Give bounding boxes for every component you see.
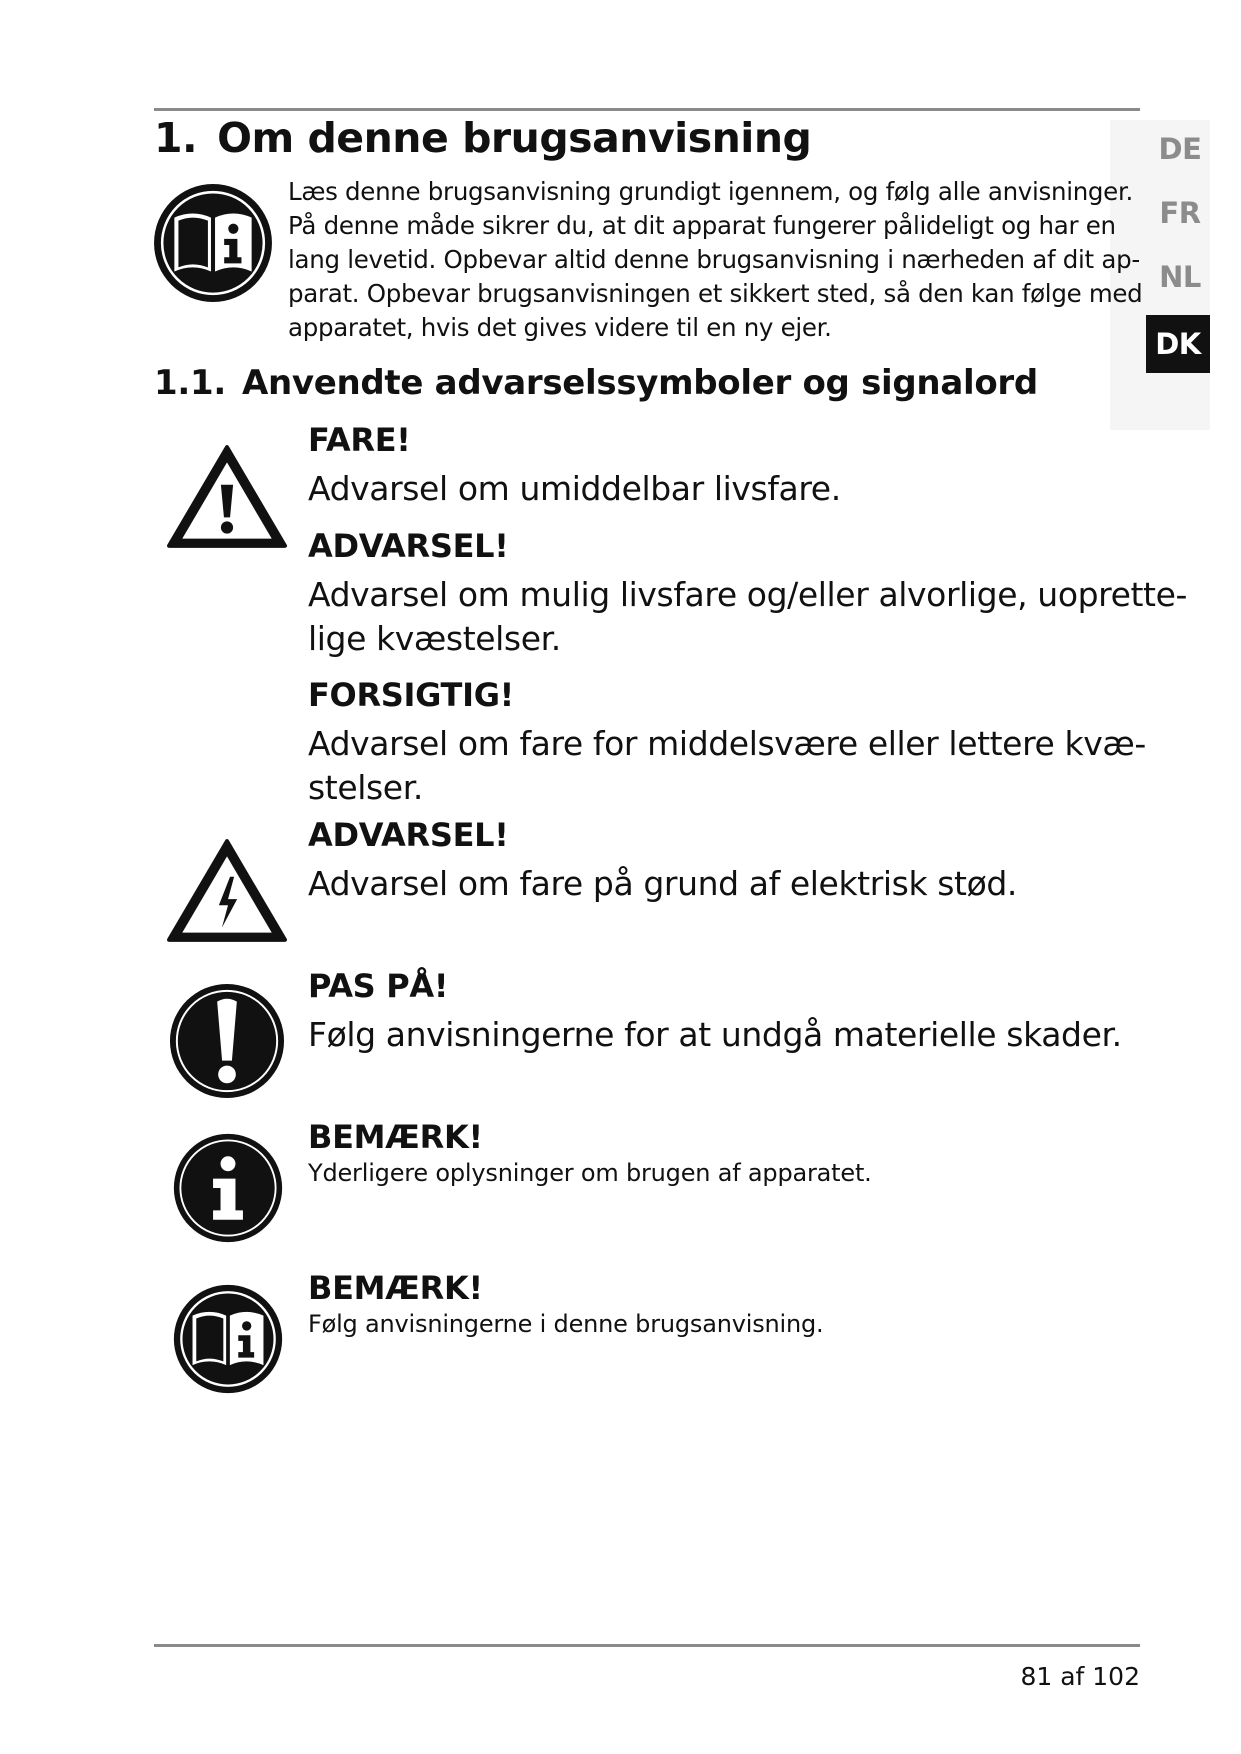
pas-paa-label: PAS PÅ! <box>308 967 449 1005</box>
section-title: Om denne brugsanvisning <box>217 114 812 162</box>
manual-book-icon <box>172 1283 284 1395</box>
fare-label: FARE! <box>308 421 411 459</box>
bemaerk-manual-label: BEMÆRK! <box>308 1269 483 1307</box>
subsection-number: 1.1. <box>154 363 226 403</box>
fare-text: Advarsel om umiddelbar livsfare. <box>308 469 841 508</box>
forsigtig-label: FORSIGTIG! <box>308 676 514 714</box>
language-tab-dk[interactable]: DK <box>1146 315 1210 373</box>
language-tab-fr[interactable]: FR <box>1159 196 1201 230</box>
intro-line: apparatet, hvis det gives videre til en ny ejer. <box>288 313 832 342</box>
bottom-rule <box>154 1644 1140 1647</box>
top-rule <box>154 108 1140 111</box>
info-circle-icon <box>172 1132 284 1244</box>
danger-warning-triangle-icon <box>166 444 288 550</box>
subsection-title: Anvendte advarselssymboler og signalord <box>241 363 1038 403</box>
subsection-heading <box>154 363 1038 403</box>
pas-paa-text: Følg anvisningerne for at undgå materielle skader. <box>308 1015 1122 1054</box>
advarsel-electric-text: Advarsel om fare på grund af elektrisk stød. <box>308 864 1017 903</box>
forsigtig-text-line: stelser. <box>308 768 423 807</box>
advarsel-text-line: lige kvæstelser. <box>308 619 561 658</box>
advarsel-text-line: Advarsel om mulig livsfare og/eller alvorlige, uoprette- <box>308 575 1187 614</box>
advarsel-electric-label: ADVARSEL! <box>308 816 509 854</box>
section-number: 1. <box>154 114 198 162</box>
page-number: 81 af 102 <box>1020 1662 1140 1691</box>
intro-line: parat. Opbevar brugsanvisningen et sikkert sted, så den kan følge med <box>288 279 1143 308</box>
bemaerk-info-label: BEMÆRK! <box>308 1118 483 1156</box>
intro-line: Læs denne brugsanvisning grundigt igennem, og følg alle anvisninger. <box>288 177 1133 206</box>
forsigtig-text-line: Advarsel om fare for middelsvære eller lettere kvæ- <box>308 724 1146 763</box>
manual-info-icon <box>152 182 274 304</box>
language-tab-de[interactable]: DE <box>1158 132 1202 166</box>
intro-line: På denne måde sikrer du, at dit apparat fungerer pålideligt og har en <box>288 211 1116 240</box>
language-tab-nl[interactable]: NL <box>1159 260 1201 294</box>
bemaerk-manual-text: Følg anvisningerne i denne brugsanvisning. <box>308 1310 824 1338</box>
advarsel-text <box>308 573 1187 661</box>
exclamation-circle-icon <box>168 982 286 1100</box>
intro-line: lang levetid. Opbevar altid denne brugsanvisning i nærheden af dit ap- <box>288 245 1140 274</box>
electric-shock-triangle-icon <box>166 838 288 944</box>
intro-paragraph <box>288 175 1143 345</box>
bemaerk-info-text: Yderligere oplysninger om brugen af apparatet. <box>308 1159 872 1187</box>
advarsel-label: ADVARSEL! <box>308 527 509 565</box>
forsigtig-text <box>308 722 1146 810</box>
section-heading <box>154 114 811 162</box>
